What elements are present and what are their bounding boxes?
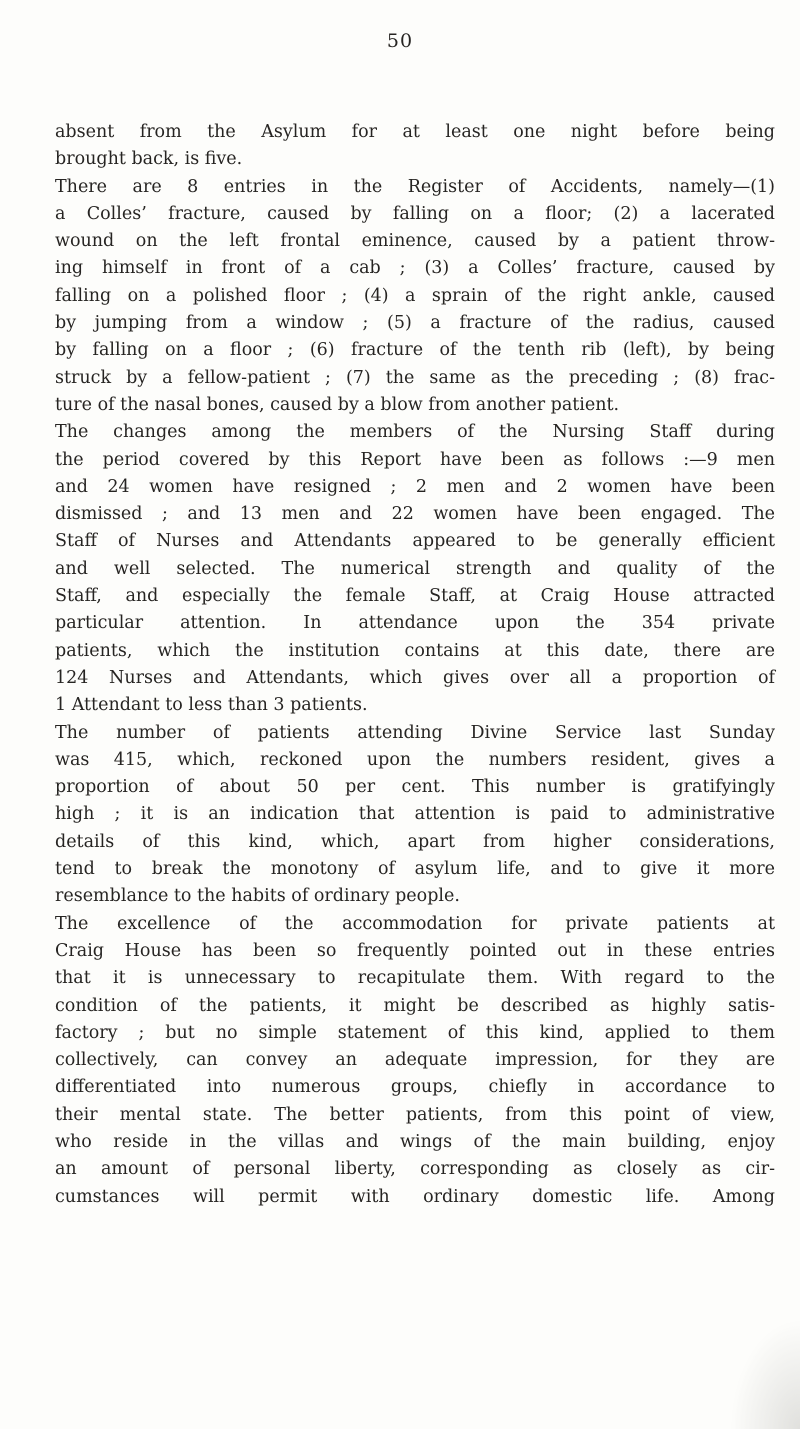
text-line xyxy=(55,556,775,583)
text-line xyxy=(55,1129,775,1156)
text-line xyxy=(55,1184,775,1211)
text-line-content: who reside in the villas and wings of the main building, enjoy xyxy=(55,1131,775,1152)
text-line xyxy=(55,1047,775,1074)
text-line xyxy=(55,938,775,965)
paper-scuff-mark xyxy=(730,1319,800,1429)
text-line-content: brought back, is five. xyxy=(55,149,243,170)
text-line xyxy=(55,965,775,992)
text-line-content: a Colles’ fracture, caused by falling on a floor; (2) a lacerated xyxy=(55,203,775,224)
text-line-content: The number of patients attending Divine Service last Sunday xyxy=(55,722,775,743)
text-line-content: dismissed ; and 13 men and 22 women have been engaged. The xyxy=(55,504,775,525)
text-line xyxy=(55,365,775,392)
text-line-content: and well selected. The numerical strength and quality of the xyxy=(55,558,775,579)
text-line-content: tend to break the monotony of asylum life, and to give it more xyxy=(55,859,775,880)
text-line xyxy=(55,447,775,474)
text-line xyxy=(55,856,775,883)
text-line xyxy=(55,747,775,774)
text-line-content: particular attention. In attendance upon the 354 private xyxy=(55,613,775,634)
text-line-content: ture of the nasal bones, caused by a blow from another patient. xyxy=(55,394,620,415)
text-line-content: that it is unnecessary to recapitulate them. With regard to the xyxy=(55,968,775,989)
text-line xyxy=(55,174,775,201)
text-line xyxy=(55,720,775,747)
text-line-content: proportion of about 50 per cent. This number is gratifyingly xyxy=(55,777,775,798)
text-line xyxy=(55,638,775,665)
text-line-content: Staff of Nurses and Attendants appeared to be generally efficient xyxy=(55,531,775,552)
text-line xyxy=(55,774,775,801)
text-line xyxy=(55,419,775,446)
text-line xyxy=(55,692,775,719)
text-line xyxy=(55,228,775,255)
text-line xyxy=(55,993,775,1020)
text-line-content: absent from the Asylum for at least one night before being xyxy=(55,122,775,142)
text-line xyxy=(55,801,775,828)
text-line-content: resemblance to the habits of ordinary people. xyxy=(55,886,460,907)
text-line-content: the period covered by this Report have been as follows :—9 men xyxy=(55,449,775,470)
text-line xyxy=(55,1020,775,1047)
text-line-content: an amount of personal liberty, corresponding as closely as cir- xyxy=(55,1159,775,1180)
text-line-content: cumstances will permit with ordinary domestic life. Among xyxy=(55,1186,775,1207)
text-line xyxy=(55,528,775,555)
text-line-content: ing himself in front of a cab ; (3) a Colles’ fracture, caused by xyxy=(55,258,775,279)
text-line xyxy=(55,829,775,856)
text-line-content: was 415, which, reckoned upon the numbers resident, gives a xyxy=(55,749,775,770)
text-line-content: details of this kind, which, apart from higher considerations, xyxy=(55,831,775,852)
text-line-content: differentiated into numerous groups, chiefly in accordance to xyxy=(55,1077,775,1098)
text-line-content: patients, which the institution contains at this date, there are xyxy=(55,640,775,661)
text-line-content: condition of the patients, it might be described as highly satis- xyxy=(55,995,775,1016)
text-line-content: factory ; but no simple statement of this kind, applied to them xyxy=(55,1022,775,1043)
text-line xyxy=(55,119,775,146)
text-line-content: struck by a fellow-patient ; (7) the same as the preceding ; (8) frac- xyxy=(55,367,775,388)
text-line-content: falling on a polished floor ; (4) a sprain of the right ankle, caused xyxy=(55,285,775,306)
text-line-content: collectively, can convey an adequate impression, for they are xyxy=(55,1050,775,1071)
text-line-content: their mental state. The better patients, from this point of view, xyxy=(55,1104,775,1125)
text-line xyxy=(55,911,775,938)
text-line-content: Craig House has been so frequently pointed out in these entries xyxy=(55,940,775,961)
text-line xyxy=(55,146,775,173)
text-line xyxy=(55,283,775,310)
text-line-content: The excellence of the accommodation for private patients at xyxy=(55,913,775,934)
text-line-content: by falling on a floor ; (6) fracture of the tenth rib (left), by being xyxy=(55,340,775,361)
text-line xyxy=(55,583,775,610)
text-line xyxy=(55,201,775,228)
text-line xyxy=(55,392,775,419)
text-line xyxy=(55,337,775,364)
text-line xyxy=(55,610,775,637)
text-line-content: Staff, and especially the female Staff, at Craig House attracted xyxy=(55,586,775,607)
text-line xyxy=(55,310,775,337)
text-line xyxy=(55,1102,775,1129)
text-line-content: wound on the left frontal eminence, caused by a patient throw- xyxy=(55,231,775,252)
text-line-content: high ; it is an indication that attention is paid to administrative xyxy=(55,804,775,825)
text-line xyxy=(55,665,775,692)
text-line-content: 1 Attendant to less than 3 patients. xyxy=(55,695,368,716)
text-line-content: 124 Nurses and Attendants, which gives over all a proportion of xyxy=(55,667,775,688)
body-text xyxy=(55,119,775,1211)
text-line-content: The changes among the members of the Nursing Staff during xyxy=(55,422,775,443)
text-line xyxy=(55,255,775,282)
text-line-content: and 24 women have resigned ; 2 men and 2 women have been xyxy=(55,476,775,497)
text-line xyxy=(55,474,775,501)
text-line xyxy=(55,501,775,528)
page-number: 50 xyxy=(386,30,414,52)
text-line xyxy=(55,1156,775,1183)
text-line-content: There are 8 entries in the Register of Accidents, namely—(1) xyxy=(55,176,775,197)
text-line xyxy=(55,1074,775,1101)
text-line-content: by jumping from a window ; (5) a fracture of the radius, caused xyxy=(55,313,775,334)
text-line xyxy=(55,883,775,910)
